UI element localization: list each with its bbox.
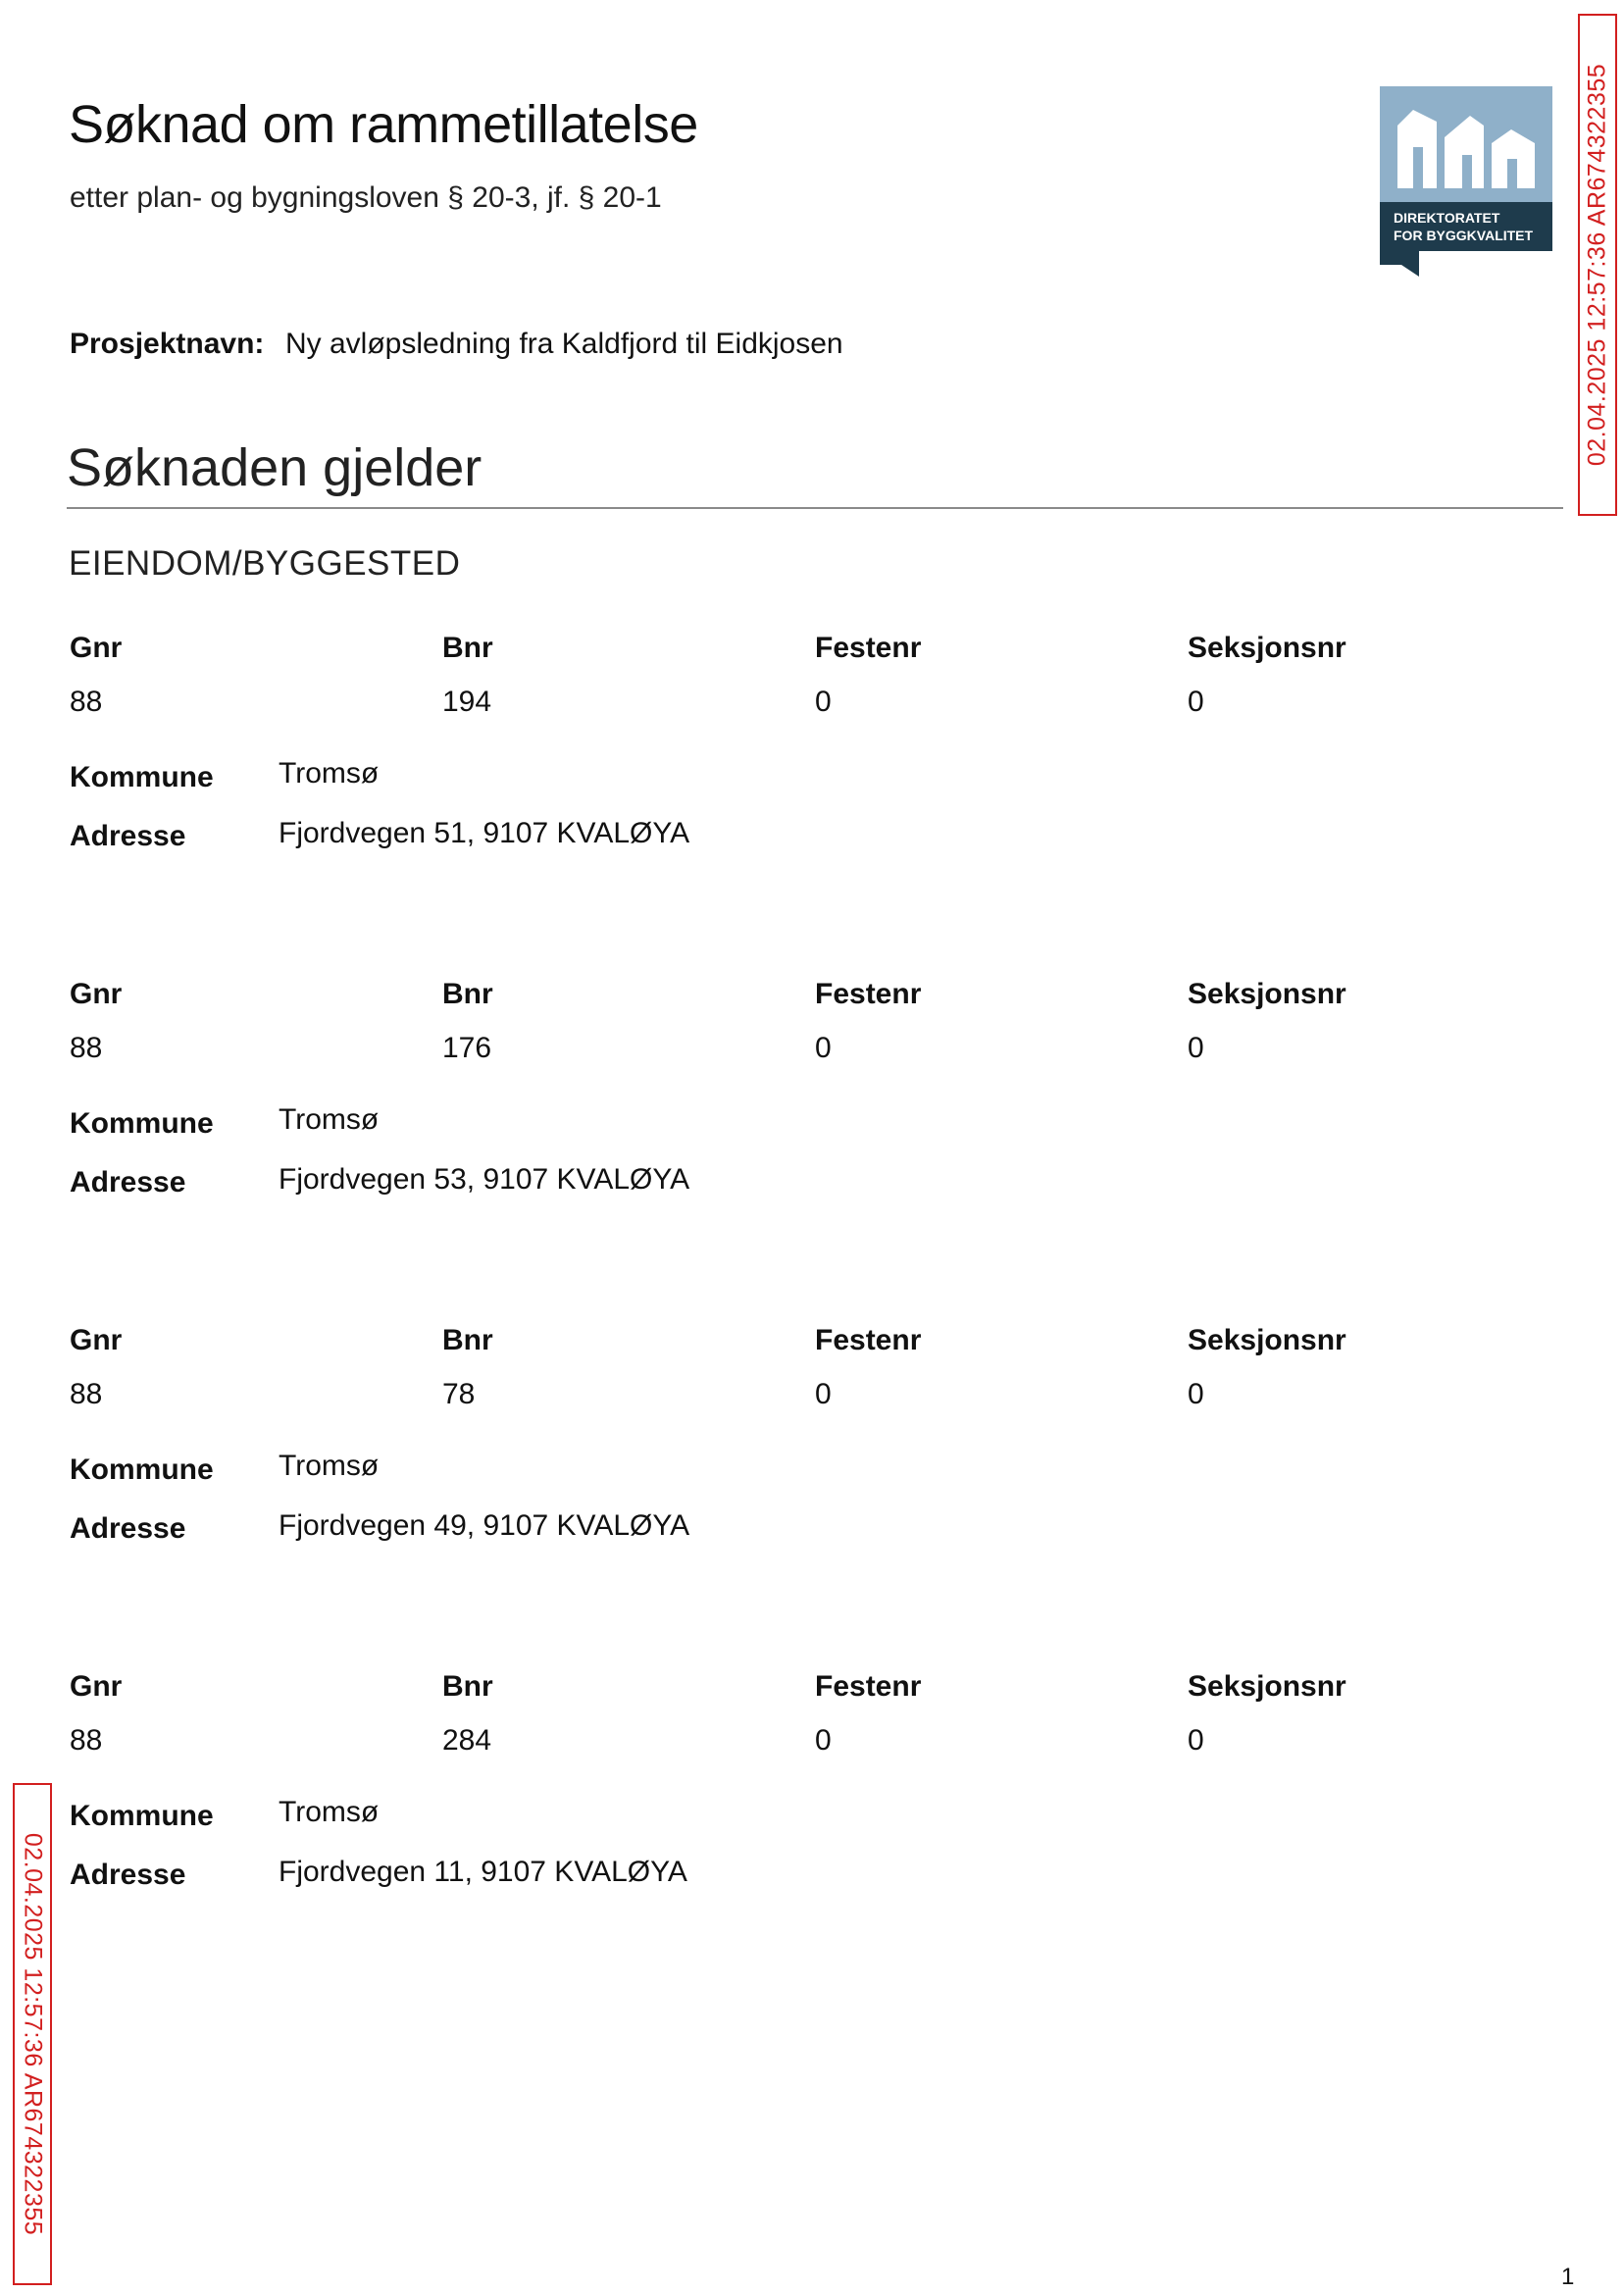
adresse-value: Fjordvegen 11, 9107 KVALØYA (279, 1856, 687, 1888)
gnr-value: 88 (70, 686, 103, 718)
festenr-label: Festenr (815, 1324, 922, 1356)
logo-text-line1: DIREKTORATET (1394, 210, 1500, 226)
kommune-value: Tromsø (279, 1103, 380, 1136)
dibk-logo (1380, 86, 1552, 277)
seksjonsnr-value: 0 (1188, 1724, 1204, 1757)
festenr-label: Festenr (815, 978, 922, 1010)
gnr-value: 88 (70, 1032, 103, 1064)
adresse-label: Adresse (70, 1512, 186, 1545)
festenr-value: 0 (815, 1032, 832, 1064)
gnr-label: Gnr (70, 1670, 123, 1703)
festenr-label: Festenr (815, 632, 922, 664)
adresse-label: Adresse (70, 1166, 186, 1198)
seksjonsnr-value: 0 (1188, 1378, 1204, 1410)
bnr-label: Bnr (442, 978, 493, 1010)
seksjonsnr-label: Seksjonsnr (1188, 1324, 1346, 1356)
adresse-value: Fjordvegen 49, 9107 KVALØYA (279, 1509, 690, 1542)
seksjonsnr-label: Seksjonsnr (1188, 1670, 1346, 1703)
festenr-value: 0 (815, 1724, 832, 1757)
kommune-value: Tromsø (279, 757, 380, 790)
adresse-label: Adresse (70, 820, 186, 852)
seksjonsnr-label: Seksjonsnr (1188, 978, 1346, 1010)
bnr-value: 194 (442, 686, 492, 718)
page-number: 1 (1561, 2264, 1575, 2290)
property-block (0, 1324, 1373, 1579)
adresse-label: Adresse (70, 1859, 186, 1891)
gnr-label: Gnr (70, 1324, 123, 1356)
gnr-value: 88 (70, 1724, 103, 1757)
timestamp-stamp-top-right (1578, 14, 1617, 516)
seksjonsnr-value: 0 (1188, 1032, 1204, 1064)
section-divider (67, 507, 1563, 509)
festenr-label: Festenr (815, 1670, 922, 1703)
bnr-value: 78 (442, 1378, 476, 1410)
gnr-value: 88 (70, 1378, 103, 1410)
festenr-value: 0 (815, 1378, 832, 1410)
property-block (0, 978, 1373, 1233)
property-block (0, 1670, 1373, 1925)
seksjonsnr-value: 0 (1188, 686, 1204, 718)
subsection-heading: EIENDOM/BYGGESTED (69, 544, 461, 583)
kommune-label: Kommune (70, 1107, 214, 1140)
adresse-value: Fjordvegen 51, 9107 KVALØYA (279, 817, 690, 849)
kommune-label: Kommune (70, 1453, 214, 1486)
adresse-value: Fjordvegen 53, 9107 KVALØYA (279, 1163, 690, 1196)
kommune-label: Kommune (70, 761, 214, 793)
bnr-value: 176 (442, 1032, 492, 1064)
gnr-label: Gnr (70, 978, 123, 1010)
kommune-label: Kommune (70, 1800, 214, 1832)
stamp-text: 02.04.2025 12:57:36 AR674322355 (19, 1832, 47, 2236)
document-subtitle: etter plan- og bygningsloven § 20-3, jf. § 20-1 (70, 181, 662, 214)
section-heading: Søknaden gjelder (67, 438, 482, 497)
gnr-label: Gnr (70, 632, 123, 664)
bnr-label: Bnr (442, 1324, 493, 1356)
logo-text-line2: FOR BYGGKVALITET (1394, 228, 1534, 243)
stamp-text: 02.04.2025 12:57:36 AR674322355 (1583, 63, 1611, 467)
festenr-value: 0 (815, 686, 832, 718)
seksjonsnr-label: Seksjonsnr (1188, 632, 1346, 664)
kommune-value: Tromsø (279, 1450, 380, 1482)
project-name-value: Ny avløpsledning fra Kaldfjord til Eidkjosen (285, 328, 843, 360)
property-block (0, 632, 1373, 887)
document-title: Søknad om rammetillatelse (69, 95, 698, 154)
bnr-value: 284 (442, 1724, 492, 1757)
kommune-value: Tromsø (279, 1796, 380, 1828)
project-name-label: Prosjektnavn: (70, 328, 265, 360)
bnr-label: Bnr (442, 1670, 493, 1703)
bnr-label: Bnr (442, 632, 493, 664)
